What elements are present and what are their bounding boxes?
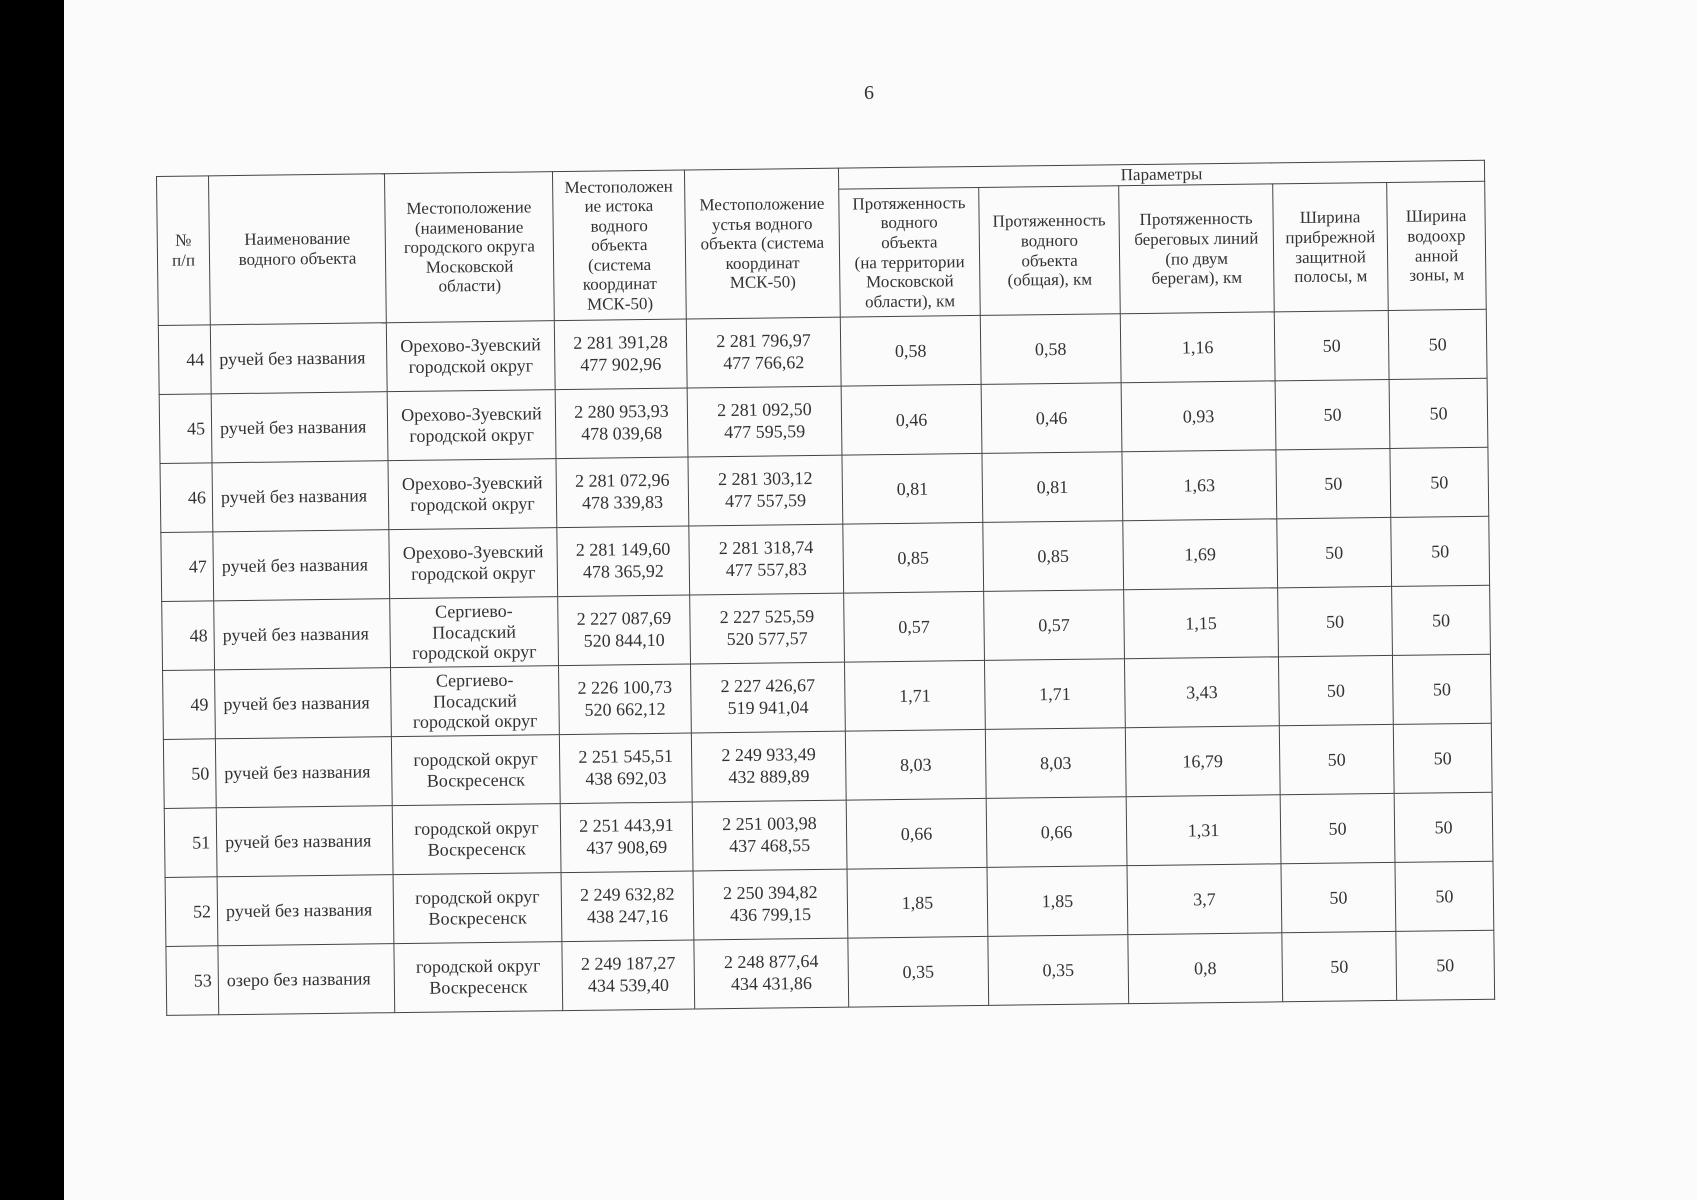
cell-coastal-width: 50: [1275, 379, 1390, 449]
text-line: 438 692,03: [585, 767, 667, 789]
text-line: Протяженность: [1139, 209, 1253, 230]
cell-name: ручей без названия: [210, 323, 387, 394]
header-coastal-width: [1273, 182, 1389, 311]
cell-coastal-width: 50: [1282, 931, 1397, 1001]
text-line: Воскресенск: [426, 769, 526, 791]
text-line: 2 226 100,73: [577, 677, 673, 699]
cell-coastal-width: 50: [1276, 448, 1391, 518]
cell-name: ручей без названия: [216, 806, 393, 877]
text-line: 519 941,04: [727, 697, 809, 719]
text-line: анной: [1414, 245, 1459, 266]
cell-num: 44: [158, 325, 211, 395]
cell-shore-length: 1,16: [1120, 312, 1275, 383]
cell-source-coords: [560, 802, 693, 873]
cell-protection-width: 50: [1388, 309, 1487, 379]
text-line: Московской: [865, 271, 954, 292]
cell-location: [391, 666, 560, 737]
text-line: п/п: [171, 250, 196, 270]
cell-location: [390, 597, 559, 668]
cell-length-total: 0,46: [981, 383, 1122, 454]
text-line: 434 539,40: [587, 974, 670, 996]
cell-coastal-width: 50: [1274, 310, 1389, 380]
cell-name: ручей без названия: [215, 737, 392, 808]
text-line: 477 902,96: [580, 353, 662, 375]
text-line: Сергиево-: [434, 600, 513, 622]
text-line: городской округ: [412, 710, 538, 733]
text-line: устья водного: [711, 213, 813, 234]
text-line: Ширина: [1299, 207, 1361, 228]
text-line: Протяженность: [992, 210, 1106, 232]
text-line: Воскресенск: [429, 976, 528, 998]
cell-coastal-width: 50: [1278, 655, 1393, 725]
cell-mouth-coords: [693, 869, 848, 940]
cell-name: ручей без названия: [214, 599, 391, 670]
text-line: (по двум: [1165, 248, 1229, 269]
cell-location: [394, 942, 563, 1013]
cell-mouth-coords: [691, 662, 846, 733]
cell-num: 51: [164, 808, 217, 878]
cell-num: 50: [163, 739, 216, 809]
text-line: зоны, м: [1409, 265, 1465, 285]
text-line: 2 227 525,59: [719, 606, 815, 628]
cell-length-region: 8,03: [845, 729, 986, 800]
cell-protection-width: 50: [1392, 654, 1491, 724]
text-line: 477 557,59: [724, 490, 807, 512]
cell-source-coords: [561, 871, 694, 942]
text-line: Местоположение: [406, 197, 532, 219]
text-line: водного: [1020, 230, 1079, 251]
header-name: [209, 174, 387, 325]
cell-num: 48: [162, 601, 215, 671]
cell-shore-length: 0,8: [1128, 933, 1283, 1004]
text-line: 2 280 953,93: [574, 401, 669, 423]
text-line: области): [438, 276, 502, 296]
text-line: 437 908,69: [586, 836, 668, 858]
cell-length-total: 0,85: [983, 521, 1124, 592]
text-line: объекта: [1021, 250, 1078, 270]
cell-source-coords: [554, 319, 687, 390]
cell-length-total: 0,57: [984, 590, 1125, 661]
text-line: 2 251 545,51: [578, 746, 673, 768]
text-line: ие истока: [584, 196, 654, 216]
text-line: объекта: [591, 235, 648, 255]
cell-shore-length: 1,31: [1126, 795, 1281, 866]
cell-length-total: 1,71: [984, 659, 1125, 730]
text-line: городской округ: [412, 641, 537, 664]
header-protection-width: [1387, 181, 1487, 310]
cell-protection-width: 50: [1396, 930, 1495, 1000]
water-objects-table-wrapper: [156, 160, 1495, 1016]
text-line: городской округ: [410, 493, 535, 515]
cell-location: [388, 459, 557, 530]
text-line: объекта: [881, 232, 938, 253]
cell-num: 47: [161, 532, 214, 602]
cell-coastal-width: 50: [1281, 862, 1396, 932]
cell-protection-width: 50: [1394, 792, 1493, 862]
text-line: 438 247,16: [586, 905, 669, 927]
cell-name: озеро без названия: [218, 944, 395, 1015]
cell-mouth-coords: [694, 938, 849, 1009]
cell-location: [386, 321, 555, 392]
cell-location: [392, 804, 561, 875]
text-line: 2 281 391,28: [573, 332, 668, 354]
cell-coastal-width: 50: [1280, 793, 1395, 863]
cell-length-region: 0,46: [841, 384, 982, 455]
text-line: 2 281 092,50: [717, 399, 812, 421]
cell-location: [391, 735, 560, 806]
cell-location: [389, 528, 558, 599]
text-line: прибрежной: [1285, 227, 1376, 248]
text-line: Местоположение: [699, 193, 825, 215]
text-line: 2 281 149,60: [575, 539, 671, 561]
cell-protection-width: 50: [1389, 378, 1488, 448]
text-line: 520 662,12: [584, 698, 666, 720]
cell-num: 52: [165, 877, 218, 947]
text-line: Посадский: [432, 621, 517, 643]
cell-source-coords: [559, 664, 692, 735]
text-line: Наименование: [244, 229, 351, 250]
text-line: 2 250 394,82: [722, 882, 818, 904]
cell-shore-length: 0,93: [1121, 381, 1276, 452]
text-line: объекта (система: [700, 233, 825, 254]
text-line: 2 281 796,97: [716, 330, 811, 352]
cell-name: ручей без названия: [212, 461, 389, 532]
cell-shore-length: 1,63: [1122, 450, 1277, 521]
text-line: МСК-50): [586, 293, 654, 314]
text-line: 2 227 087,69: [576, 608, 672, 630]
header-location: [384, 172, 554, 323]
text-line: 2 251 003,98: [722, 813, 817, 835]
table-body: [158, 309, 1494, 1015]
cell-location: [393, 873, 562, 944]
text-line: 477 557,83: [725, 559, 807, 581]
text-line: координат: [582, 274, 658, 295]
text-line: Посадский: [432, 690, 517, 712]
cell-protection-width: 50: [1395, 861, 1494, 931]
text-line: 478 039,68: [581, 422, 663, 444]
text-line: 2 281 318,74: [718, 537, 814, 559]
cell-mouth-coords: [687, 386, 842, 457]
cell-coastal-width: 50: [1278, 586, 1393, 656]
cell-length-region: 1,85: [847, 867, 988, 938]
cell-length-region: 0,66: [846, 798, 987, 869]
text-line: МСК-50): [729, 272, 797, 293]
header-params: Параметры: [838, 160, 1484, 189]
scan-black-edge: [0, 0, 64, 1200]
cell-name: ручей без названия: [217, 875, 394, 946]
cell-protection-width: 50: [1391, 516, 1490, 586]
text-line: городской округ: [415, 886, 540, 909]
cell-length-total: 0,35: [988, 935, 1129, 1006]
text-line: (наименование: [414, 217, 524, 238]
text-line: 437 468,55: [729, 835, 811, 857]
text-line: городской округ: [415, 955, 541, 978]
cell-shore-length: 1,69: [1123, 519, 1278, 590]
cell-length-total: 0,81: [982, 452, 1123, 523]
cell-shore-length: 3,7: [1127, 864, 1282, 935]
cell-mouth-coords: [691, 731, 846, 802]
text-line: Местоположен: [564, 176, 673, 197]
cell-source-coords: [557, 526, 690, 597]
cell-mouth-coords: [686, 317, 841, 388]
text-line: Орехово-Зуевский: [400, 334, 542, 357]
text-line: Воскресенск: [428, 907, 527, 929]
text-line: 2 251 443,91: [579, 815, 674, 837]
text-line: 478 365,92: [582, 560, 664, 582]
header-num: [157, 176, 211, 326]
text-line: (общая), км: [1007, 269, 1093, 290]
cell-source-coords: [555, 388, 688, 459]
cell-shore-length: 1,15: [1124, 588, 1279, 659]
cell-num: 49: [163, 670, 216, 740]
text-line: городской округ: [408, 355, 534, 377]
text-line: берегам), км: [1151, 267, 1243, 288]
text-line: 436 799,15: [729, 904, 812, 926]
text-line: городской округ: [411, 562, 536, 584]
cell-source-coords: [562, 940, 695, 1011]
cell-length-region: 0,57: [844, 591, 985, 662]
header-mouth: [684, 168, 840, 319]
text-line: Ширина: [1405, 206, 1467, 227]
cell-source-coords: [556, 457, 689, 528]
cell-num: 46: [160, 463, 213, 533]
text-line: водного: [880, 212, 938, 233]
text-line: водного: [590, 215, 648, 236]
text-line: водоохр: [1407, 225, 1466, 246]
cell-source-coords: [559, 733, 692, 804]
cell-length-total: 0,66: [986, 797, 1127, 868]
page-number: 6: [864, 82, 874, 104]
text-line: 2 248 877,64: [723, 951, 819, 973]
text-line: Орехово-Зуевский: [401, 403, 542, 426]
cell-length-total: 8,03: [985, 728, 1126, 799]
cell-length-region: 0,35: [848, 936, 989, 1007]
cell-mouth-coords: [692, 800, 847, 871]
text-line: Воскресенск: [427, 838, 526, 860]
text-line: 2 281 303,12: [717, 468, 813, 490]
text-line: 520 577,57: [726, 628, 808, 650]
cell-mouth-coords: [689, 524, 844, 595]
text-line: Орехово-Зуевский: [402, 541, 544, 564]
text-line: 434 431,86: [730, 973, 813, 995]
text-line: 2 281 072,96: [574, 470, 670, 492]
text-line: городской округ: [409, 424, 535, 446]
cell-shore-length: 16,79: [1125, 726, 1280, 797]
cell-num: 53: [166, 946, 219, 1016]
header-length-region: [839, 187, 981, 317]
text-line: Орехово-Зуевский: [401, 472, 543, 495]
text-line: водного объекта: [238, 248, 357, 269]
text-line: координат: [725, 252, 800, 273]
cell-name: ручей без названия: [211, 392, 388, 463]
cell-coastal-width: 50: [1279, 724, 1394, 794]
text-line: Московской: [425, 256, 514, 277]
cell-source-coords: [558, 595, 691, 666]
cell-name: ручей без названия: [213, 530, 390, 601]
cell-protection-width: 50: [1392, 585, 1491, 655]
header-source: [552, 170, 686, 321]
cell-mouth-coords: [688, 455, 843, 526]
text-line: Протяженность: [852, 192, 966, 214]
text-line: городской округ: [413, 748, 538, 771]
cell-length-total: 0,58: [980, 314, 1121, 385]
text-line: защитной: [1295, 246, 1366, 267]
text-line: 2 249 632,82: [579, 884, 675, 906]
cell-shore-length: 3,43: [1124, 657, 1279, 728]
text-line: №: [175, 231, 192, 251]
cell-mouth-coords: [690, 593, 845, 664]
cell-protection-width: 50: [1393, 723, 1492, 793]
text-line: береговых линий: [1134, 228, 1259, 250]
text-line: 432 889,89: [728, 766, 810, 788]
cell-length-total: 1,85: [987, 866, 1128, 937]
text-line: 477 595,59: [724, 421, 806, 443]
header-shore-length: [1119, 184, 1275, 314]
text-line: 520 844,10: [583, 629, 665, 651]
text-line: Сергиево-: [435, 669, 514, 691]
text-line: 2 227 426,67: [720, 675, 816, 697]
cell-length-region: 0,58: [840, 315, 981, 386]
cell-length-region: 0,81: [842, 453, 983, 524]
text-line: 478 339,83: [581, 491, 664, 513]
text-line: 477 766,62: [723, 352, 805, 374]
text-line: 2 249 187,27: [580, 953, 676, 975]
text-line: городской округ: [414, 817, 539, 840]
cell-length-region: 0,85: [843, 522, 984, 593]
text-line: (на территории: [854, 251, 965, 272]
text-line: 2 249 933,49: [721, 744, 816, 766]
text-line: (система: [587, 254, 652, 275]
cell-coastal-width: 50: [1277, 517, 1392, 587]
cell-location: [387, 390, 556, 461]
text-line: полосы, м: [1294, 266, 1368, 287]
cell-protection-width: 50: [1390, 447, 1489, 517]
header-length-total: [979, 186, 1121, 316]
text-line: городского округа: [403, 236, 536, 258]
text-line: области), км: [864, 290, 956, 311]
cell-length-region: 1,71: [844, 660, 985, 731]
cell-num: 45: [159, 394, 212, 464]
cell-name: ручей без названия: [215, 668, 392, 739]
water-objects-table: [156, 160, 1495, 1016]
